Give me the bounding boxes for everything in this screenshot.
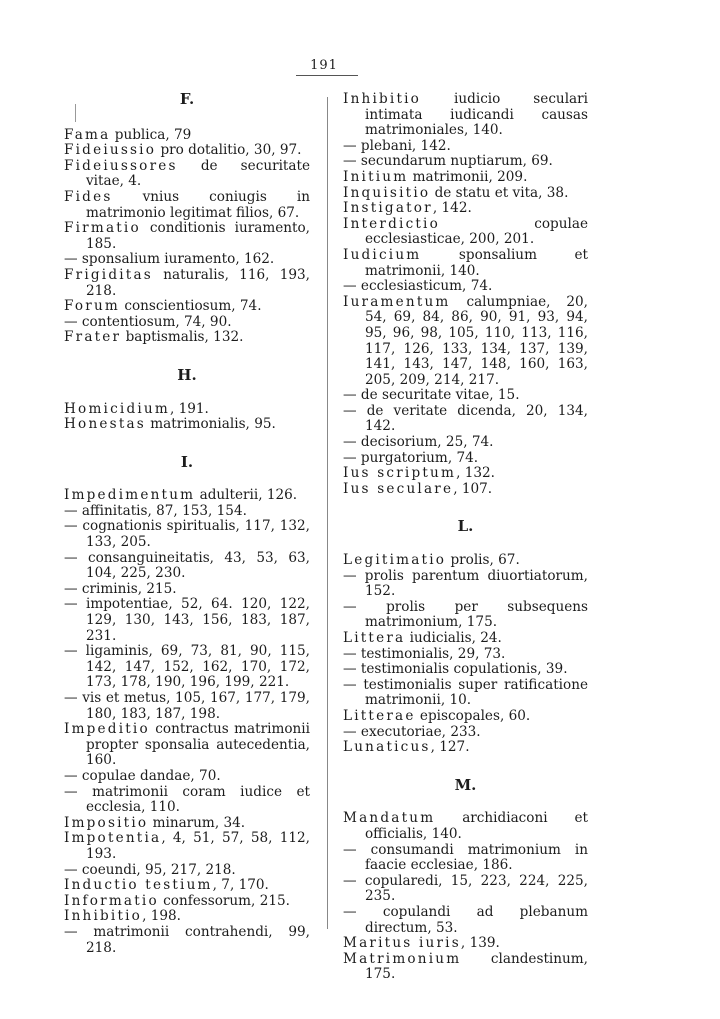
index-entry [343, 678, 588, 709]
index-entry [343, 740, 588, 756]
entry-text: baptismalis, 132. [121, 329, 244, 346]
index-entry [343, 600, 588, 631]
entry-text: — plebani, 142. [343, 137, 451, 154]
entry-headword: Iuramentum [343, 293, 451, 310]
index-entry [64, 863, 310, 879]
entry-headword: Ius scriptum [343, 465, 457, 482]
index-entry [343, 553, 588, 569]
entry-text: matrimonialis, 95. [145, 416, 276, 433]
entry-text: , 7, 170. [212, 877, 269, 894]
entry-text: confessorum, 215. [158, 892, 290, 909]
entry-text: — decisorium, 25, 74. [343, 434, 494, 451]
entry-text: — prolis parentum diuortiatorum, 152. [343, 567, 588, 600]
index-entry [64, 785, 310, 816]
index-entry [64, 488, 310, 504]
index-entry [64, 128, 310, 144]
entry-text: — executoriae, 233. [343, 723, 481, 740]
left-index-column [64, 92, 310, 956]
index-entry [343, 92, 588, 139]
entry-text: prolis, 67. [446, 552, 520, 569]
entry-headword: Interdictio [343, 215, 440, 232]
index-entry [64, 417, 310, 433]
entry-text: — consumandi matrimonium in faacie ecclesiae, 186. [343, 841, 588, 874]
entry-headword: Legitimatio [343, 552, 447, 569]
index-entry [343, 874, 588, 905]
entry-headword: Inquisitio [343, 184, 431, 201]
index-entry [343, 811, 588, 842]
entry-text: — affinitatis, 87, 153, 154. [64, 502, 247, 519]
index-entry [343, 905, 588, 936]
entry-text: — ecclesiasticum, 74. [343, 278, 493, 295]
entry-text: — copulae dandae, 70. [64, 767, 221, 784]
entry-text: naturalis, 116, 193, 218. [86, 266, 310, 299]
index-entry [343, 279, 588, 295]
index-entry [343, 466, 588, 482]
entry-text: — de veritate dicenda, 20, 134, 142. [343, 402, 588, 435]
entry-text: iudicialis, 24. [405, 630, 502, 646]
entry-text: — copularedi, 15, 223, 224, 225, 235. [343, 872, 588, 905]
entry-text: — matrimonii coram iudice et ecclesia, 110. [64, 783, 310, 816]
section-letter: H. [177, 365, 197, 384]
index-entry [343, 647, 588, 663]
index-entry [64, 816, 310, 832]
index-entry [64, 925, 310, 956]
entry-headword: Firmatio [64, 220, 141, 237]
entry-headword: Initium [343, 168, 409, 185]
entry-text: — ligaminis, 69, 73, 81, 90, 115, 142, 147, 152, 162, 170, 172, 173, 178, 190, 196, 199, 221. [64, 643, 310, 691]
entry-text: clandestinum, 175. [365, 950, 588, 983]
entry-headword: Iudicium [343, 246, 422, 263]
entry-text: , 4, 51, 57, 58, 112, 193. [86, 830, 310, 862]
entry-text: — contentiosum, 74, 90. [64, 313, 232, 330]
index-entry [64, 504, 310, 520]
entry-text: — criminis, 215. [64, 580, 177, 597]
entry-headword: Inductio testium [64, 877, 213, 894]
entry-text: adulterii, 126. [195, 487, 298, 504]
entry-headword: Impeditio [64, 721, 150, 738]
entry-text: conditionis iuramento, 185. [86, 220, 310, 252]
entry-text: — secundarum nuptiarum, 69. [343, 153, 553, 170]
entry-headword: Impotentia [64, 830, 162, 847]
index-entry [64, 769, 310, 785]
entry-text: , 127. [430, 739, 470, 756]
index-entry [343, 725, 588, 741]
entry-text: — coeundi, 95, 217, 218. [64, 861, 236, 878]
index-entry [64, 691, 310, 722]
entry-text: archidiaconi et officialis, 140. [365, 810, 588, 842]
index-entry [64, 831, 310, 862]
index-entry [64, 644, 310, 691]
index-entry [343, 404, 588, 435]
index-entry [343, 248, 588, 279]
entry-headword: Littera [343, 630, 406, 646]
index-entry [64, 582, 310, 598]
entry-text: matrimonii, 209. [408, 168, 528, 185]
index-entry [343, 201, 588, 217]
entry-text: vnius coniugis in matrimonio legitimat filios, 67. [86, 188, 310, 221]
entry-text: conscientiosum, 74. [120, 298, 262, 315]
entry-text: iudicio seculari intimata iudicandi causas matrimoniales, 140. [365, 91, 588, 139]
entry-text: , 191. [169, 400, 209, 417]
entry-text: — prolis per subsequens matrimonium, 175. [343, 598, 588, 631]
entry-headword: Fideiussores [64, 157, 178, 174]
index-entry [64, 190, 310, 221]
section-letter: I. [180, 452, 194, 471]
entry-text: , 107. [453, 480, 493, 497]
entry-headword: Inhibitio [64, 908, 143, 925]
index-entry [343, 451, 588, 467]
index-entry [64, 909, 310, 925]
index-entry [343, 154, 588, 170]
index-entry [343, 662, 588, 678]
entry-headword: Homicidium [64, 400, 170, 417]
index-entry [64, 330, 310, 346]
index-entry [343, 482, 588, 498]
entry-headword: Fama [64, 126, 111, 143]
header-rule [296, 75, 358, 76]
index-entry [64, 299, 310, 315]
entry-headword: Lunaticus [343, 739, 431, 756]
entry-text: minarum, 34. [148, 814, 246, 831]
index-entry [343, 170, 588, 186]
entry-headword: Forum [64, 298, 121, 315]
entry-headword: Impositio [64, 814, 149, 831]
entry-headword: Maritus iuris [343, 935, 461, 952]
entry-text: , 142. [432, 200, 472, 217]
page-number: 191 [310, 58, 338, 73]
index-entry [64, 268, 310, 299]
entry-text: de statu et vita, 38. [430, 184, 569, 201]
index-entry [64, 551, 310, 582]
entry-headword: Frigiditas [64, 266, 153, 283]
index-entry [64, 315, 310, 331]
index-entry [343, 569, 588, 600]
index-entry [64, 143, 310, 159]
entry-headword: Matrimonium [343, 950, 462, 967]
entry-text: — de securitate vitae, 15. [343, 387, 520, 404]
entry-text: calumpniae, 20, 54, 69, 84, 86, 90, 91, 93, 94, 95, 96, 98, 105, 110, 113, 116, 117, 126, 133, 134, 137, 139, 141, 143, 147, 148, 160, 163, 205, 209, 214, 217. [365, 293, 588, 388]
entry-headword: Impedimentum [64, 487, 196, 504]
entry-text: contractus matrimonii propter sponsalia autecedentia, 160. [86, 721, 310, 769]
entry-headword: Honestas [64, 416, 146, 433]
index-entry [343, 631, 588, 647]
entry-headword: Informatio [64, 892, 159, 909]
index-entry [343, 709, 588, 725]
index-entry [343, 952, 588, 983]
entry-text: , 198. [142, 908, 181, 925]
entry-text: — testimonialis copulationis, 39. [343, 661, 568, 678]
index-entry [64, 722, 310, 769]
index-entry [343, 936, 588, 952]
entry-text: — matrimonii contrahendi, 99, 218. [64, 923, 310, 956]
right-index-column [343, 92, 588, 983]
entry-text: — sponsalium iuramento, 162. [64, 251, 275, 268]
entry-text: sponsalium et matrimonii, 140. [365, 246, 588, 279]
entry-headword: Mandatum [343, 810, 436, 827]
entry-text: de securitate vitae, 4. [86, 157, 310, 190]
entry-headword: Fideiussio [64, 142, 157, 159]
index-entry [343, 388, 588, 404]
section-letter: L. [457, 517, 474, 536]
entry-text: — testimonialis super ratificatione matrimonii, 10. [343, 676, 588, 709]
entry-headword: Frater [64, 329, 122, 346]
entry-text: episcopales, 60. [415, 707, 531, 724]
entry-text: — copulandi ad plebanum directum, 53. [343, 903, 588, 936]
index-entry [343, 843, 588, 874]
entry-text: , 139. [460, 935, 500, 952]
index-entry [343, 139, 588, 155]
index-entry [343, 435, 588, 451]
section-letter: F. [179, 90, 195, 108]
index-entry [64, 894, 310, 910]
entry-headword: Fides [64, 188, 113, 205]
section-letter: M. [454, 775, 477, 794]
entry-headword: Inhibitio [343, 91, 422, 107]
index-entry [343, 186, 588, 202]
entry-text: — cognationis spiritualis, 117, 132, 133, 205. [64, 518, 310, 551]
entry-text: — vis et metus, 105, 167, 177, 179, 180, 183, 187, 198. [64, 690, 310, 722]
entry-text: — consanguineitatis, 43, 53, 63, 104, 225, 230. [64, 549, 310, 582]
index-entry [64, 519, 310, 550]
index-entry [343, 217, 588, 248]
entry-text: publica, 79 [110, 126, 192, 143]
index-entry [343, 295, 588, 389]
index-entry [64, 597, 310, 644]
column-divider [327, 97, 328, 929]
entry-text: — purgatorium, 74. [343, 449, 479, 466]
entry-text: — testimonialis, 29, 73. [343, 645, 506, 662]
entry-text: pro dotalitio, 30, 97. [156, 142, 302, 159]
index-entry [64, 402, 310, 418]
index-entry [64, 159, 310, 190]
entry-headword: Ius seculare [343, 480, 454, 497]
entry-text: , 132. [456, 465, 495, 482]
index-entry [64, 878, 310, 894]
index-entry [64, 252, 310, 268]
entry-headword: Instigator [343, 200, 433, 217]
entry-text: — impotentiae, 52, 64. 120, 122, 129, 130, 143, 156, 183, 187, 231. [64, 596, 310, 644]
entry-headword: Litterae [343, 707, 416, 724]
entry-text: copulae ecclesiasticae, 200, 201. [365, 215, 588, 248]
index-entry [64, 221, 310, 252]
